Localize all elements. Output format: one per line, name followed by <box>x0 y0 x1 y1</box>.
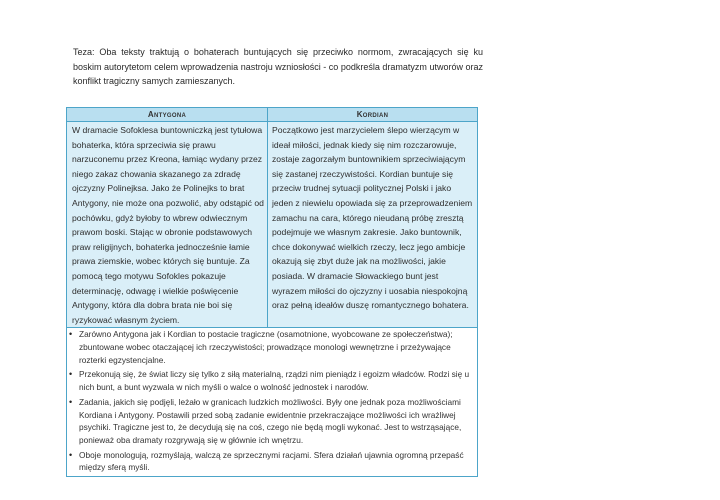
header-kordian: Kordian <box>268 108 478 122</box>
table-bullets-row <box>67 328 478 477</box>
thesis-paragraph: Teza: Oba teksty traktują o bohaterach buntujących się przeciwko normom, zwracających się ku boskim autorytetom celem wprowadzenia nastroju wzniosłości - co podkreśla dramatyzm utworów oraz konflikt tragiczny samych zamieszanych. <box>73 47 483 86</box>
cell-kordian: Początkowo jest marzycielem ślepo wierzącym w ideał miłości, jednak kiedy się nim rozczarowuje, zostaje zagorzałym buntownikiem sprzeciwiającym się zastanej rzeczywistości. Kordian buntuje się przeciw trudnej sytuacji politycznej Polski i jako jeden z niewielu opowiada się za przeprowadzeniem zamachu na cara, którego nieudaną próbę zresztą podejmuje we własnym zakresie. Jako buntownik, chce dokonywać wielkich rzeczy, lecz jego ambicje okazują się zbyt duże jak na możliwości, jakie posiada. W dramacie Słowackiego bunt jest wyrazem miłości do ojczyzny i uosabia niespokojną oraz pełną ideałów duszę romantycznego bohatera. <box>268 122 478 328</box>
common-traits-list <box>67 328 477 474</box>
list-item <box>67 396 477 447</box>
comparison-table <box>66 107 478 477</box>
cell-antygona: W dramacie Sofoklesa buntowniczką jest tytułowa bohaterka, która sprzeciwia się prawu narzuconemu przez Kreona, łamiąc wydany przez niego zakaz chowania skazanego za zdradę ojczyzny Polinejksa. Jako że Polinejks to brat Antygony, nie może ona pozwolić, aby odstąpić od pochówku, gdyż byłoby to wbrew odwiecznym prawom boski. Stając w obronie podstawowych praw religijnych, bohaterka jednocześnie łamie prawa ziemskie, wobec których się buntuje. Za pomocą tego motywu Sofokles pokazuje determinację, odwagę i wielkie poświęcenie Antygony, która dla dobra brata nie boi się ryzykować własnym życiem. <box>67 122 268 328</box>
cell-common-traits <box>67 328 478 477</box>
list-item <box>67 328 477 366</box>
list-item-text: Zarówno Antygona jak i Kordian to postacie tragiczne (osamotnione, wyobcowane ze społeczeństwa); zbuntowane wobec otaczającej ich rzeczywistości; prowadzące monologi wewnętrzne i przeżywające rozterki egzystencjalne. <box>79 329 453 365</box>
list-item-text: Przekonują się, że świat liczy się tylko z siłą materialną, rządzi nim pieniądz i egoizm władców. Rodzi się u nich bunt, a bunt wyzwala w nich myśli o walce o wolność jednostek i narodów. <box>79 369 470 393</box>
list-item-text: Zadania, jakich się podjęli, leżało w granicach ludzkich możliwości. Były one jednak poza możliwościami Kordiana i Antygony. Postawili przed sobą zadanie ewidentnie przekraczające możliwości ich wrażliwej psychiki. Tragiczne jest to, że decydują się na coś, czego nie będą mogli wykonać. Jest to wstrząsające, ponieważ oba dramaty rozgrywają się w głównie ich wnętrzu. <box>79 396 462 445</box>
list-item-text: Oboje monologują, rozmyślają, walczą ze sprzecznymi racjami. Sfera działań ujawnia ogromną przepaść między sferą myśli. <box>79 449 464 473</box>
bullet-icon: • <box>69 369 73 380</box>
list-item <box>67 449 477 474</box>
bullet-icon: • <box>69 396 73 407</box>
bullet-icon: • <box>69 329 73 340</box>
header-antygona: Antygona <box>67 108 268 122</box>
bullet-icon: • <box>69 449 73 460</box>
table-body-row <box>67 122 478 328</box>
table-header-row <box>67 108 478 122</box>
list-item <box>67 368 477 393</box>
